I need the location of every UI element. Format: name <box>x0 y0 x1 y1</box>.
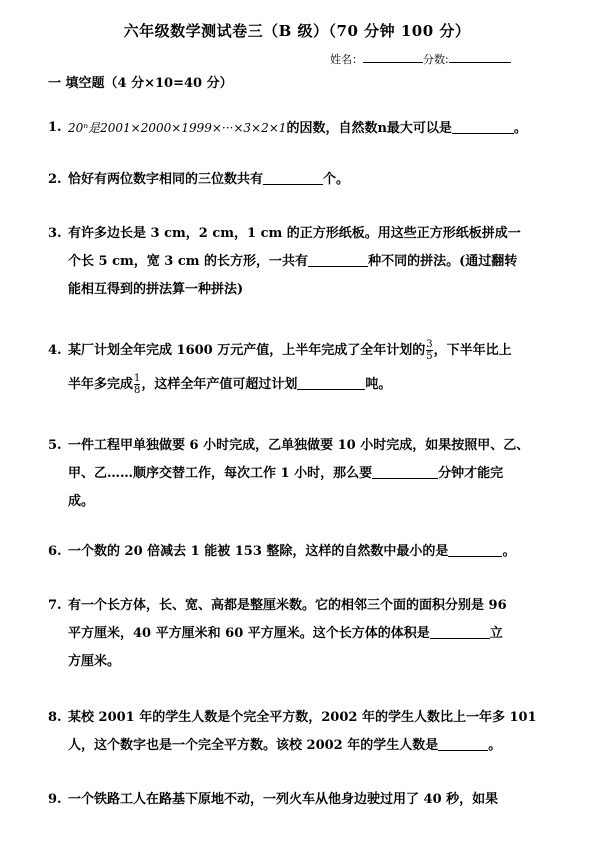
score-label: 分数: <box>423 53 449 66</box>
section-title: 一 填空题（4 分×10=40 分） <box>48 76 233 91</box>
fraction-denominator: 8 <box>134 385 141 396</box>
question-text: 成。 <box>68 494 95 509</box>
question-text: 种不同的拼法。(通过翻转 <box>368 254 518 269</box>
question-number: 2. <box>48 172 62 187</box>
question-text: 能相互得到的拼法算一种拼法) <box>68 282 244 297</box>
fraction-numerator: 1 <box>134 373 141 384</box>
question-text: 个。 <box>323 172 350 187</box>
question-2 <box>48 166 548 194</box>
question-number: 1. <box>48 120 62 135</box>
question-3 <box>48 220 548 304</box>
question-text: 恰好有两位数字相同的三位数共有 <box>68 172 264 187</box>
fraction-three-fifths <box>426 339 432 362</box>
question-number: 6. <box>48 544 62 559</box>
answer-blank[interactable] <box>452 119 514 134</box>
question-text: 。 <box>513 121 527 136</box>
question-9 <box>48 786 548 814</box>
question-5 <box>48 432 548 516</box>
question-text: 半年多完成 <box>68 377 134 392</box>
question-6 <box>48 538 548 566</box>
question-text: 一个铁路工人在路基下原地不动，一列火车从他身边驶过用了 40 秒，如果 <box>68 792 499 807</box>
question-text: 甲、乙……顺序交替工作，每次工作 1 小时，那么要 <box>68 466 373 481</box>
question-number: 3. <box>48 226 62 241</box>
question-text: 。 <box>502 544 516 559</box>
name-label: 姓名： <box>330 53 363 66</box>
question-text: 分钟才能完 <box>438 466 504 481</box>
question-text: 有许多边长是 3 cm，2 cm，1 cm 的正方形纸板。用这些正方形纸板拼成一 <box>68 226 521 241</box>
fraction-denominator: 5 <box>426 351 433 362</box>
question-text: 一个数的 20 倍减去 1 能被 153 整除，这样的自然数中最小的是 <box>68 544 449 559</box>
question-text: 某校 2001 年的学生人数是个完全平方数，2002 年的学生人数比上一年多 101 <box>68 710 537 725</box>
page-title: 六年级数学测试卷三（B 级）（70 分钟 100 分） <box>123 22 471 40</box>
score-blank[interactable] <box>449 51 511 63</box>
fraction-numerator: 3 <box>426 339 433 350</box>
answer-blank[interactable] <box>263 170 323 185</box>
student-info <box>330 51 511 67</box>
answer-blank[interactable] <box>430 624 490 639</box>
question-expression: 20ⁿ是2001×2000×1999×···×3×2×1 <box>68 121 287 135</box>
question-text: 。 <box>488 738 502 753</box>
question-text: 有一个长方体，长、宽、高都是整厘米数。它的相邻三个面的面积分别是 96 <box>68 598 507 613</box>
question-number: 5. <box>48 438 62 453</box>
question-8 <box>48 704 548 760</box>
question-text: 人，这个数字也是一个完全平方数。该校 2002 年的学生人数是 <box>68 738 439 753</box>
answer-blank[interactable] <box>448 542 502 557</box>
question-text: 个长 5 cm，宽 3 cm 的长方形，一共有 <box>68 254 309 269</box>
question-number: 9. <box>48 792 62 807</box>
question-4 <box>48 334 548 402</box>
question-text: 方厘米。 <box>68 654 121 669</box>
question-number: 4. <box>48 343 62 358</box>
question-number: 7. <box>48 598 62 613</box>
question-text: 平方厘米，40 平方厘米和 60 平方厘米。这个长方体的体积是 <box>68 626 430 641</box>
question-text: ，这样全年产值可超过计划 <box>141 377 298 392</box>
question-text: 立 <box>489 626 503 641</box>
question-number: 8. <box>48 710 62 725</box>
question-text: 的因数，自然数n最大可以是 <box>286 121 452 136</box>
answer-blank[interactable] <box>308 252 368 267</box>
answer-blank[interactable] <box>438 736 488 751</box>
answer-blank[interactable] <box>372 464 438 479</box>
name-blank[interactable] <box>363 51 423 63</box>
question-7 <box>48 592 548 676</box>
question-text: ，下半年比上 <box>433 343 512 358</box>
question-text: 某厂计划全年完成 1600 万元产值，上半年完成了全年计划的 <box>68 343 426 358</box>
question-text: 吨。 <box>365 377 392 392</box>
answer-blank[interactable] <box>297 375 365 390</box>
question-text: 一件工程甲单独做要 6 小时完成，乙单独做要 10 小时完成，如果按照甲、乙、 <box>68 438 530 453</box>
question-1 <box>48 114 548 143</box>
fraction-one-eighth <box>134 373 140 396</box>
